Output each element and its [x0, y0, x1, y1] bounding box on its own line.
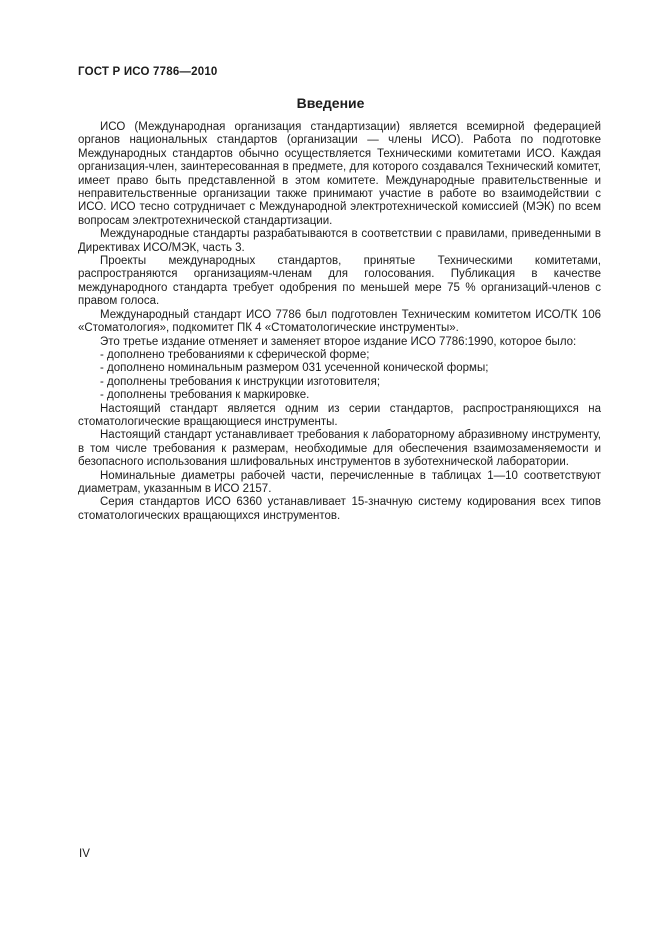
paragraph: Международные стандарты разрабатываются в соответствии с правилами, приведенными в Директивах ИСО/МЭК, часть 3.	[78, 228, 601, 254]
list-item: - дополнены требования к маркировке.	[100, 389, 310, 402]
paragraph: Настоящий стандарт устанавливает требования к лабораторному абразивному инструменту, в том числе требования к размерам, необходимые для обеспечения взаимозаменяемости и безопасного использования шлифовальных инструментов в зуботехнической лаборатории.	[78, 429, 601, 469]
paragraph: Номинальные диаметры рабочей части, перечисленные в таблицах 1—10 соответствуют диаметрам, указанным в ИСО 2157.	[78, 469, 601, 495]
document-body	[78, 121, 601, 523]
paragraph: ИСО (Международная организация стандартизации) является всемирной федерацией органов национальных стандартов (организации — члены ИСО). Работа по подготовке Международных стандартов обычно осуществляется Техническими комитетами ИСО. Каждая организация-член, заинтересованная в предмете, для которого создавался Технический комитет, имеет право быть представленной в этом комитете. Международные правительственные и неправительственные организации также принимают участие в работе во взаимодействии с ИСО. ИСО тесно сотрудничает с Международной электротехнической комиссией (МЭК) по всем вопросам электротехнической стандартизации.	[78, 121, 601, 227]
list-item: - дополнено номинальным размером 031 усеченной конической формы;	[100, 362, 489, 375]
paragraph: Серия стандартов ИСО 6360 устанавливает 15-значную систему кодирования всех типов стоматологических вращающихся инструментов.	[78, 496, 601, 522]
list-item: - дополнены требования к инструкции изготовителя;	[100, 375, 381, 388]
list-item: - дополнено требованиями к сферической форме;	[100, 348, 370, 361]
paragraph: Проекты международных стандартов, принятые Техническими комитетами, распространяются организациям-членам для голосования. Публикация в качестве международного стандарта требует одобрения по меньшей мере 75 % организаций-членов с правом голоса.	[78, 255, 601, 308]
document-code: ГОСТ Р ИСО 7786—2010	[78, 66, 218, 78]
paragraph: Настоящий стандарт является одним из серии стандартов, распространяющихся на стоматологические вращающиеся инструменты.	[78, 402, 601, 428]
paragraph: Международный стандарт ИСО 7786 был подготовлен Техническим комитетом ИСО/ТК 106 «Стоматология», подкомитет ПК 4 «Стоматологические инструменты».	[78, 308, 601, 335]
page-number: IV	[79, 848, 90, 860]
section-title: Введение	[296, 95, 365, 111]
paragraph: Это третье издание отменяет и заменяет второе издание ИСО 7786:1990, которое было:	[100, 335, 577, 348]
